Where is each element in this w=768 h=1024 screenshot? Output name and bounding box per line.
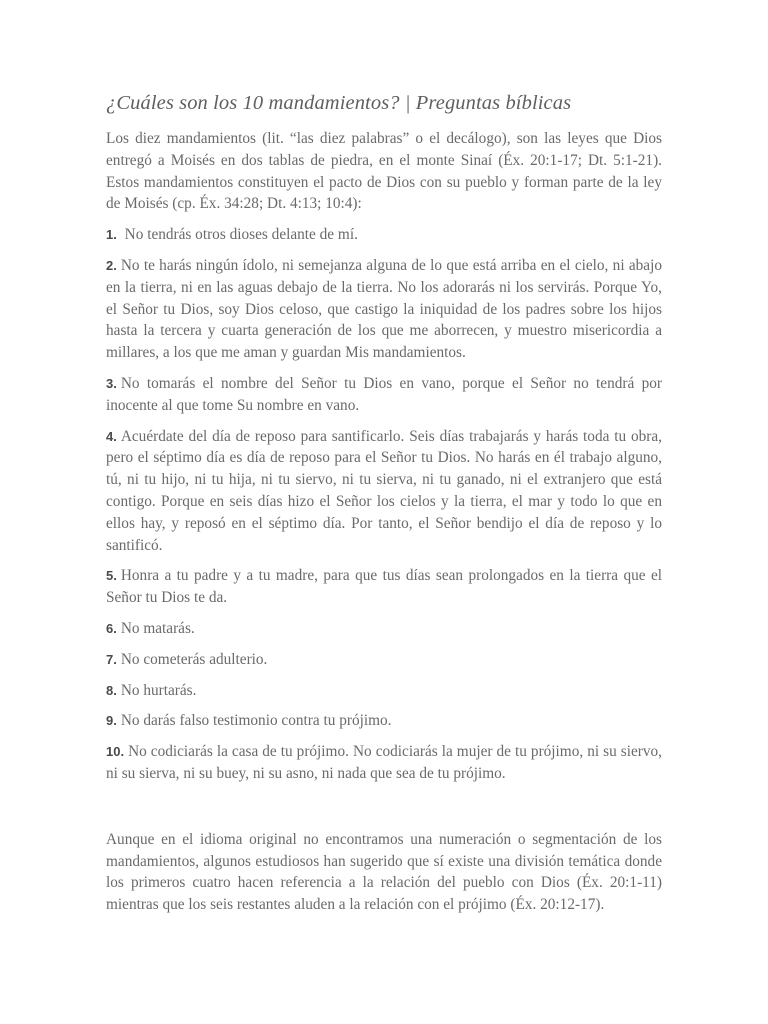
commandment-item — [106, 710, 662, 732]
commandment-text: No hurtarás. — [120, 681, 197, 699]
commandment-number: 10. — [106, 744, 125, 760]
commandment-number: 7. — [106, 651, 117, 667]
commandment-text: Honra a tu padre y a tu madre, para que tus días sean prolongados en la tierra que el Señor tu Dios te da. — [106, 567, 662, 607]
commandment-number: 4. — [106, 428, 117, 444]
commandment-item — [106, 649, 662, 671]
commandment-item — [106, 741, 662, 785]
commandments-list — [106, 224, 662, 785]
commandment-text: Acuérdate del día de reposo para santificarlo. Seis días trabajarás y harás toda tu obra, pero el séptimo día es día de reposo para el Señor tu Dios. No harás en él trabajo alguno, tú, ni tu hijo, ni tu hija, ni tu siervo, ni tu sierva, ni tu ganado, ni el extranjero que está contigo. Porque en seis días hizo el Señor los cielos y la tierra, el mar y todo lo que en ellos hay, y reposó en el séptimo día. Por tanto, el Señor bendijo el día de reposo y lo santificó. — [106, 427, 662, 554]
commandment-text: No cometerás adulterio. — [120, 650, 268, 668]
page-title: ¿Cuáles son los 10 mandamientos? | Preguntas bíblicas — [106, 92, 572, 114]
commandment-number: 9. — [106, 713, 117, 729]
commandment-text: No te harás ningún ídolo, ni semejanza alguna de lo que está arriba en el cielo, ni abajo en la tierra, ni en las aguas debajo de la tierra. No los adorarás ni los servirás. Porque Yo, el Señor tu Dios, soy Dios celoso, que castigo la iniquidad de los padres sobre los hijos hasta la tercera y cuarta generación de los que me aborrecen, y muestro misericordia a millares, a los que me aman y guardan Mis mandamientos. — [106, 256, 662, 362]
commandment-number: 6. — [106, 620, 117, 636]
document-page — [106, 90, 662, 916]
commandment-item — [106, 373, 662, 417]
commandment-item — [106, 255, 662, 364]
commandment-item — [106, 680, 662, 702]
commandment-number: 1. — [106, 227, 117, 243]
commandment-text: No matarás. — [120, 619, 195, 637]
commandment-number: 5. — [106, 568, 117, 584]
commandment-item — [106, 565, 662, 609]
commandment-text: No tendrás otros dioses delante de mí. — [120, 226, 358, 244]
commandment-text: No darás falso testimonio contra tu prójimo. — [120, 712, 392, 730]
commandment-item — [106, 224, 662, 246]
commandment-item — [106, 426, 662, 557]
commandment-item — [106, 618, 662, 640]
commandment-text: No codiciarás la casa de tu prójimo. No codiciarás la mujer de tu prójimo, ni su siervo, ni su sierva, ni su buey, ni su asno, ni nada que sea de tu prójimo. — [106, 743, 662, 782]
intro-paragraph: Los diez mandamientos (lit. “las diez palabras” o el decálogo), son las leyes que Dios entregó a Moisés en dos tablas de piedra, en el monte Sinaí (Éx. 20:1-17; Dt. 5:1-21). Estos mandamientos constituyen el pacto de Dios con su pueblo y forman parte de la ley de Moisés (cp. Éx. 34:28; Dt. 4:13; 10:4): — [106, 130, 662, 213]
commandment-number: 8. — [106, 682, 117, 698]
closing-paragraph: Aunque en el idioma original no encontramos una numeración o segmentación de los mandamientos, algunos estudiosos han sugerido que sí existe una división temática donde los primeros cuatro hacen referencia a la relación del pueblo con Dios (Éx. 20:1-11) mientras que los seis restantes aluden a la relación con el prójimo (Éx. 20:12-17). — [106, 830, 662, 914]
commandment-number: 2. — [106, 257, 117, 273]
commandment-text: No tomarás el nombre del Señor tu Dios en vano, porque el Señor no tendrá por inocente al que tome Su nombre en vano. — [106, 374, 662, 414]
commandment-number: 3. — [106, 375, 117, 391]
